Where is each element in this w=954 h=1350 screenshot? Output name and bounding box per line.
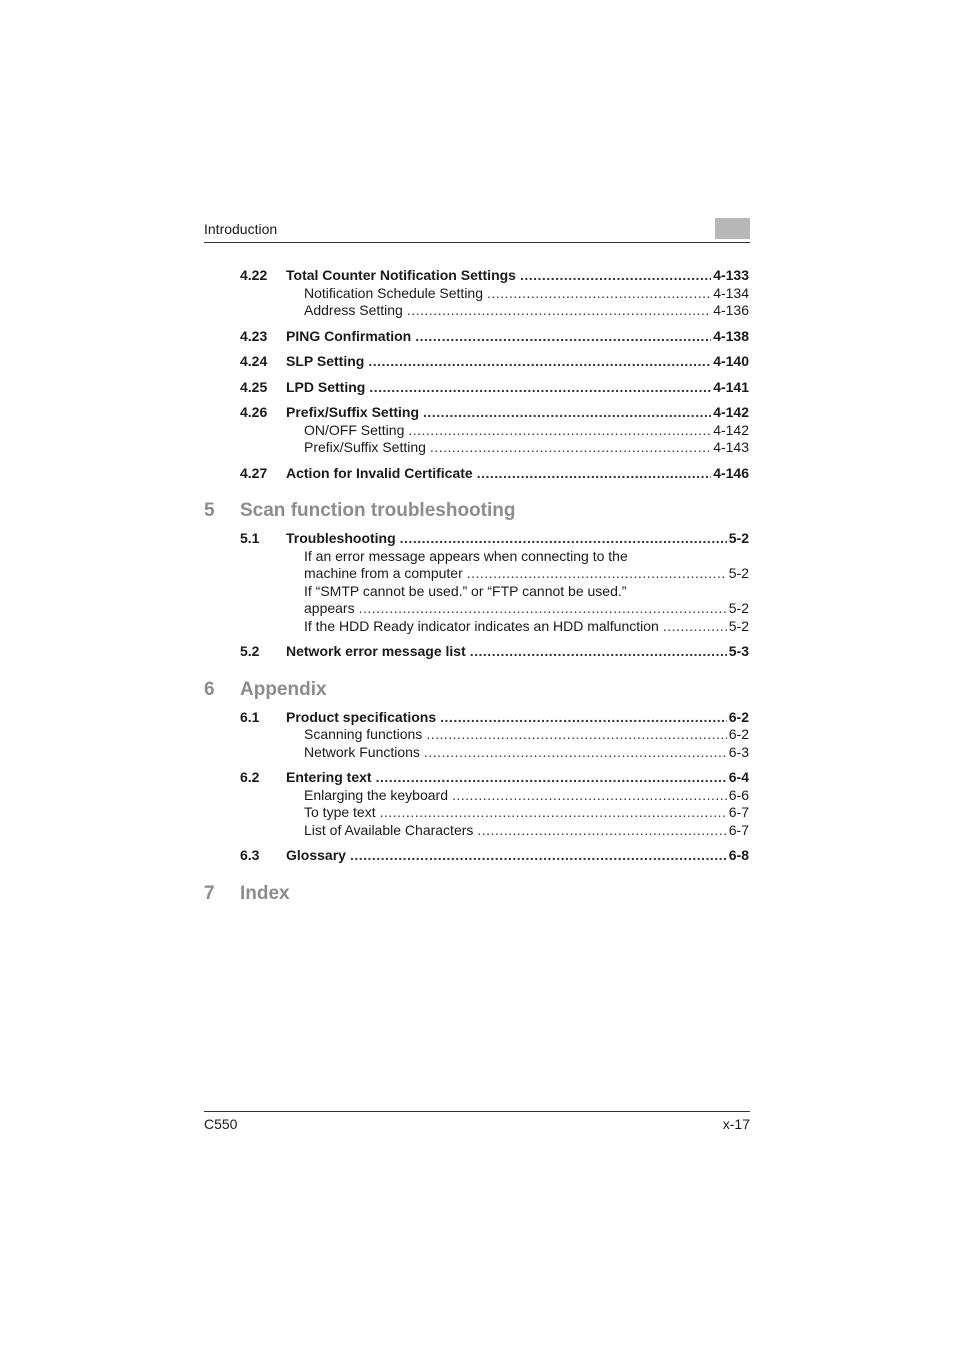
toc-section-title: Troubleshooting bbox=[286, 530, 396, 546]
page-footer bbox=[204, 1111, 750, 1132]
toc-row bbox=[286, 709, 749, 727]
toc-leader-dots bbox=[467, 565, 727, 583]
toc-subsection-title: Enlarging the keyboard bbox=[304, 786, 448, 803]
toc-page-number: 6-7 bbox=[728, 821, 749, 838]
toc-subsection-title: List of Available Characters bbox=[304, 821, 474, 838]
toc-leader-dots bbox=[663, 618, 727, 636]
toc-section-number: 6.1 bbox=[240, 708, 260, 725]
toc-leader-dots bbox=[470, 643, 727, 661]
toc-leader-dots bbox=[426, 726, 726, 744]
toc-row bbox=[304, 787, 749, 805]
toc-section-entry[interactable] bbox=[240, 530, 749, 548]
footer-page-number: x-17 bbox=[722, 1116, 750, 1132]
page-header bbox=[204, 218, 750, 243]
toc-row bbox=[304, 439, 749, 457]
toc-row bbox=[304, 302, 749, 320]
toc-section-entry[interactable] bbox=[240, 769, 749, 787]
toc-subsection-entry[interactable] bbox=[304, 422, 749, 440]
toc-row bbox=[286, 267, 749, 285]
toc-row bbox=[286, 465, 749, 483]
toc-row bbox=[304, 285, 749, 303]
toc-section-entry[interactable] bbox=[240, 328, 749, 346]
toc-page-number: 6-8 bbox=[728, 847, 749, 863]
header-title: Introduction bbox=[204, 221, 278, 237]
toc-leader-dots bbox=[440, 709, 727, 727]
toc-subsection-entry[interactable] bbox=[304, 285, 749, 303]
toc-leader-dots bbox=[359, 600, 727, 618]
toc-section-number: 4.26 bbox=[240, 404, 268, 420]
toc-subsection-title: Address Setting bbox=[304, 302, 403, 318]
toc-subsection-title: Network Functions bbox=[304, 743, 420, 760]
toc-section-number: 4.25 bbox=[240, 378, 268, 395]
toc-subsection-title: Scanning functions bbox=[304, 726, 423, 742]
footer-model: C550 bbox=[204, 1116, 238, 1132]
toc-subsection-title: To type text bbox=[304, 804, 376, 820]
toc-subsection-title: Prefix/Suffix Setting bbox=[304, 439, 426, 455]
toc-leader-dots bbox=[477, 822, 726, 840]
chapter-title: Index bbox=[240, 882, 290, 904]
toc-page-number: 4-142 bbox=[713, 404, 749, 420]
chapter-title: Scan function troubleshooting bbox=[240, 500, 516, 521]
toc-leader-dots bbox=[487, 285, 711, 303]
toc-row bbox=[304, 822, 749, 840]
toc-subsection-entry[interactable] bbox=[304, 618, 749, 636]
toc-subsection-entry[interactable] bbox=[304, 302, 749, 320]
toc-subsection-title: Notification Schedule Setting bbox=[304, 284, 483, 301]
toc-section-number: 5.1 bbox=[240, 530, 260, 546]
toc-subsection-entry[interactable] bbox=[304, 548, 749, 583]
toc-leader-dots bbox=[368, 353, 711, 371]
toc-subsection-entry[interactable] bbox=[304, 439, 749, 457]
toc-section-title: LPD Setting bbox=[286, 378, 366, 395]
toc-section-title: Total Counter Notification Settings bbox=[286, 267, 516, 283]
toc-page-number: 4-146 bbox=[713, 464, 749, 481]
toc-leader-dots bbox=[415, 328, 711, 346]
toc-section-entry[interactable] bbox=[240, 465, 749, 483]
toc-row bbox=[304, 565, 749, 583]
table-of-contents bbox=[204, 263, 749, 911]
toc-page-number: 6-3 bbox=[728, 743, 749, 760]
toc-section-entry[interactable] bbox=[240, 709, 749, 727]
toc-section-number: 4.27 bbox=[240, 464, 268, 481]
chapter-number: 5 bbox=[204, 500, 215, 521]
toc-subsection-entry[interactable] bbox=[304, 744, 749, 762]
toc-page-number: 4-142 bbox=[713, 421, 749, 438]
toc-section-entry[interactable] bbox=[240, 847, 749, 865]
toc-row bbox=[286, 847, 749, 865]
toc-leader-dots bbox=[423, 404, 711, 422]
toc-row bbox=[286, 404, 749, 422]
toc-subsection-title: appears bbox=[304, 600, 355, 616]
toc-row bbox=[304, 422, 749, 440]
toc-section-number: 4.24 bbox=[240, 353, 268, 369]
toc-leader-dots bbox=[350, 847, 727, 865]
toc-row bbox=[304, 744, 749, 762]
chapter-heading[interactable] bbox=[204, 679, 749, 707]
toc-row bbox=[286, 530, 749, 548]
toc-section-entry[interactable] bbox=[240, 643, 749, 661]
toc-section-number: 4.23 bbox=[240, 327, 268, 344]
chapter-title: Appendix bbox=[240, 678, 327, 700]
toc-section-title: Prefix/Suffix Setting bbox=[286, 404, 420, 420]
toc-page-number: 4-140 bbox=[713, 353, 749, 369]
toc-page-number: 4-133 bbox=[713, 267, 749, 283]
toc-page-number: 5-2 bbox=[728, 530, 749, 546]
toc-page-number: 6-4 bbox=[728, 769, 749, 785]
toc-leader-dots bbox=[407, 302, 711, 320]
toc-leader-dots bbox=[424, 744, 727, 762]
toc-row bbox=[286, 379, 749, 397]
toc-subsection-entry[interactable] bbox=[304, 787, 749, 805]
toc-page-number: 5-2 bbox=[728, 565, 749, 581]
toc-leader-dots bbox=[430, 439, 711, 457]
toc-page-number: 4-134 bbox=[713, 284, 749, 301]
toc-row bbox=[286, 643, 749, 661]
toc-subsection-entry[interactable] bbox=[304, 822, 749, 840]
toc-subsection-title-line: If an error message appears when connecting to the bbox=[304, 547, 628, 564]
toc-leader-dots bbox=[408, 422, 711, 440]
toc-page-number: 6-2 bbox=[728, 726, 749, 742]
toc-section-title: Product specifications bbox=[286, 708, 437, 725]
toc-leader-dots bbox=[477, 465, 711, 483]
toc-page-number: 6-6 bbox=[728, 786, 749, 803]
toc-subsection-title: machine from a computer bbox=[304, 565, 463, 581]
toc-subsection-title: If the HDD Ready indicator indicates an HDD malfunction bbox=[304, 617, 659, 634]
toc-page-number: 5-2 bbox=[728, 617, 749, 634]
toc-section-number: 5.2 bbox=[240, 643, 260, 659]
toc-section-entry[interactable] bbox=[240, 353, 749, 371]
toc-section-entry[interactable] bbox=[240, 379, 749, 397]
toc-page-number: 4-136 bbox=[713, 302, 749, 318]
chapter-number: 6 bbox=[204, 678, 215, 700]
toc-page-number: 5-3 bbox=[728, 643, 749, 659]
chapter-heading[interactable] bbox=[204, 883, 749, 911]
toc-subsection-entry[interactable] bbox=[304, 726, 749, 744]
toc-page-number: 4-138 bbox=[713, 327, 749, 344]
toc-leader-dots bbox=[376, 769, 727, 787]
toc-section-number: 6.3 bbox=[240, 847, 260, 863]
toc-page-number: 6-7 bbox=[728, 804, 749, 820]
toc-row bbox=[304, 804, 749, 822]
toc-page-number: 4-141 bbox=[713, 378, 749, 395]
header-tab-marker bbox=[715, 218, 750, 239]
toc-section-title: PING Confirmation bbox=[286, 327, 412, 344]
toc-leader-dots bbox=[452, 787, 727, 805]
toc-section-title: Network error message list bbox=[286, 643, 466, 659]
toc-row bbox=[304, 726, 749, 744]
toc-section-entry[interactable] bbox=[240, 404, 749, 422]
toc-page-number: 5-2 bbox=[728, 600, 749, 616]
toc-leader-dots bbox=[520, 267, 711, 285]
toc-section-title: Action for Invalid Certificate bbox=[286, 464, 473, 481]
toc-subsection-title: ON/OFF Setting bbox=[304, 421, 405, 438]
toc-leader-dots bbox=[369, 379, 711, 397]
toc-section-number: 4.22 bbox=[240, 267, 268, 283]
toc-section-entry[interactable] bbox=[240, 267, 749, 285]
toc-section-number: 6.2 bbox=[240, 769, 260, 785]
toc-row bbox=[286, 328, 749, 346]
toc-subsection-entry[interactable] bbox=[304, 583, 749, 618]
chapter-number: 7 bbox=[204, 882, 215, 904]
toc-row bbox=[304, 618, 749, 636]
toc-subsection-entry[interactable] bbox=[304, 804, 749, 822]
chapter-heading[interactable] bbox=[204, 500, 749, 528]
toc-section-title: Entering text bbox=[286, 769, 372, 785]
toc-section-title: SLP Setting bbox=[286, 353, 365, 369]
toc-subsection-title-line: If “SMTP cannot be used.” or “FTP cannot be used.” bbox=[304, 582, 627, 599]
toc-row bbox=[286, 353, 749, 371]
toc-row bbox=[286, 769, 749, 787]
toc-page-number: 6-2 bbox=[728, 708, 749, 725]
toc-leader-dots bbox=[380, 804, 727, 822]
toc-leader-dots bbox=[400, 530, 727, 548]
toc-section-title: Glossary bbox=[286, 847, 346, 863]
toc-page-number: 4-143 bbox=[713, 439, 749, 455]
toc-row bbox=[304, 600, 749, 618]
